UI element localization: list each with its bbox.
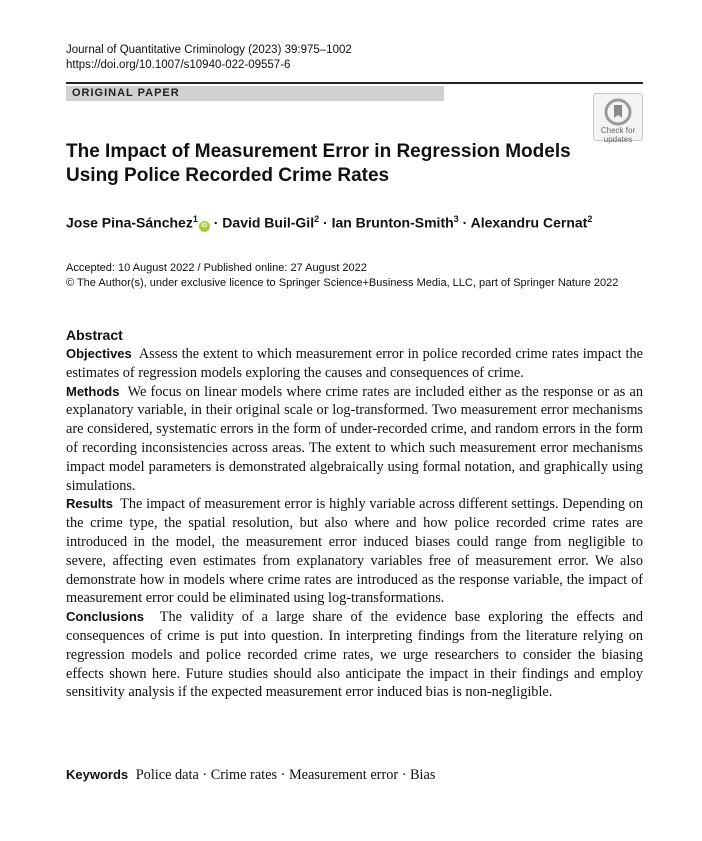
publication-dates: Accepted: 10 August 2022 / Published online: 27 August 2022: [66, 262, 367, 274]
abstract-heading: Abstract: [66, 327, 123, 343]
updates-label: updates: [603, 135, 633, 144]
section-text: The validity of a large share of the evidence base exploring the effects and consequences of crime is put into question. In interpreting findings from the literature relying on regression models and police recorded crime rates, we urge researchers to consider the biasing effects shown here. Future studies should also anticipate the impact in their findings and employ sensitivity analysis if the expected measurement error induced bias is non-negligible.: [66, 609, 643, 701]
check-for-updates-badge[interactable]: [593, 93, 643, 144]
author-list: [66, 214, 592, 232]
journal-citation: [66, 43, 352, 73]
author-affiliation: 2: [587, 214, 593, 224]
section-label: Results: [66, 496, 113, 512]
abstract: [66, 326, 643, 702]
copyright-line: © The Author(s), under exclusive licence to Springer Science+Business Media, LLC, part of Springer Nature 2022: [66, 277, 619, 289]
section-text: We focus on linear models where crime rates are included either as the response or as an explanatory variable, in their original scale or log-transformed. Two measurement error mechanisms are considered, systematic errors in the form of under-recorded crime, and random errors in the form of recording inconsistencies across areas. The extent to which such measurement error mechanisms impact model parameters is demonstrated algebraically using formal notation, and graphically using simulations.: [66, 383, 644, 494]
section-label: Conclusions: [66, 609, 145, 625]
section-label: Objectives: [66, 346, 132, 361]
keywords-label: Keywords: [66, 767, 129, 782]
keywords: [66, 766, 435, 784]
abstract-methods: [66, 383, 643, 496]
section-text: The impact of measurement error is highly variable across different settings. Depending on the crime type, the spatial resolution, but also where and how police recorded crime rates are introduced in the model, the measurement error induced biases could range from negligible to severe, affecting even estimates from explanatory variables free of measurement error. We also demonstrate how in models where crime rates are introduced as the response variable, the impact of measurement error could be eliminated using log-transformations.: [66, 496, 644, 607]
author-name[interactable]: Jose Pina-Sánchez: [66, 214, 193, 231]
author-separator: ·: [213, 214, 219, 231]
bookmark-icon: [604, 98, 632, 126]
author-separator: ·: [323, 214, 328, 231]
paper-type-banner: ORIGINAL PAPER: [66, 86, 444, 101]
header-rule: [66, 82, 643, 84]
keywords-list: Police data · Crime rates · Measurement error · Bias: [135, 767, 436, 783]
author-affiliation: 2: [314, 214, 320, 224]
abstract-conclusions: [66, 608, 643, 702]
author-name[interactable]: David Buil-Gil: [222, 214, 315, 231]
check-for-label: Check for: [600, 126, 636, 135]
abstract-objectives: [66, 345, 643, 383]
section-text: Assess the extent to which measurement error in police recorded crime rates impact the estimates of regression models exploring the causes and consequences of crime.: [66, 346, 643, 381]
title-line-1: The Impact of Measurement Error in Regression Models: [66, 141, 571, 162]
publication-info: [66, 261, 618, 291]
doi-link[interactable]: https://doi.org/10.1007/s10940-022-09557-6: [66, 59, 291, 71]
journal-line: Journal of Quantitative Criminology (2023) 39:975–1002: [66, 44, 352, 56]
abstract-results: [66, 495, 643, 608]
author-name[interactable]: Ian Brunton-Smith: [331, 214, 454, 231]
author-affiliation: 3: [453, 214, 459, 224]
section-label: Methods: [66, 383, 120, 399]
title-line-2: Using Police Recorded Crime Rates: [66, 165, 390, 186]
article-title: [66, 140, 586, 188]
author-separator: ·: [462, 214, 468, 231]
author-name[interactable]: Alexandru Cernat: [470, 214, 588, 231]
orcid-icon[interactable]: iD: [199, 221, 210, 232]
author-affiliation: 1: [192, 214, 198, 224]
